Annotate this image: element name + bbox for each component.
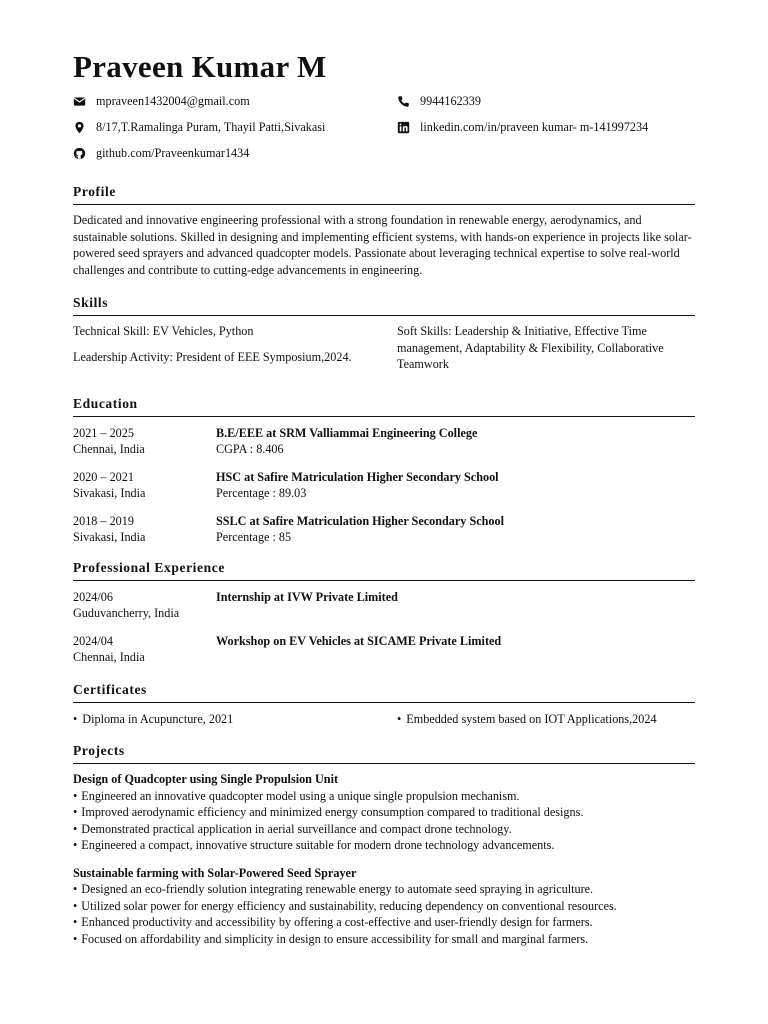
bullet-text: Designed an eco-friendly solution integrating renewable energy to automate seed spraying in agriculture. [81, 882, 594, 896]
bullet: • [73, 711, 78, 726]
section-title-experience: Professional Experience [73, 560, 695, 581]
education-detail: Percentage : 85 [216, 530, 292, 544]
bullet: • [73, 788, 78, 803]
project-title: Sustainable farming with Solar-Powered Seed Sprayer [73, 865, 357, 880]
education-title: B.E/EEE at SRM Valliammai Engineering College [216, 425, 478, 440]
contact-linkedin[interactable] [397, 120, 648, 135]
bullet-text: Engineered an innovative quadcopter model using a unique single propulsion mechanism. [81, 788, 520, 803]
location-pin-icon [73, 121, 86, 134]
education-entry [73, 425, 695, 458]
certificate-text: Embedded system based on IOT Applications,2024 [406, 711, 657, 726]
project-item [73, 865, 695, 948]
skills-grid [73, 323, 695, 382]
bullet-text: Improved aerodynamic efficiency and minimized energy consumption compared to traditional designs. [81, 805, 584, 819]
bullet-text: Demonstrated practical application in aerial surveillance and compact drone technology. [81, 821, 512, 836]
list-item [73, 821, 695, 838]
bullet: • [73, 805, 78, 819]
section-title-profile: Profile [73, 184, 695, 205]
section-title-projects: Projects [73, 743, 695, 764]
github-text: github.com/Praveenkumar1434 [96, 146, 250, 160]
phone-text: 9944162339 [420, 94, 481, 108]
projects-section [73, 743, 695, 947]
project-bullets [73, 881, 695, 947]
education-location: Chennai, India [73, 442, 145, 456]
experience-entry [73, 633, 695, 666]
education-list [73, 417, 695, 546]
profile-text: Dedicated and innovative engineering professional with a strong foundation in renewable energy, aerodynamics, and sustainable solutions. Skilled in designing and implementing efficient systems, with hands-on experience in projects like solar-powered seed sprayers and advanced quadcopter models. Passionate about leveraging technical expertise to solve real-world challenges and contribute to cutting-edge advancements in engineering. [73, 213, 692, 277]
experience-date: 2024/04 [73, 633, 113, 648]
bullet-text: Engineered a compact, innovative structure suitable for modern drone technology advancements. [81, 838, 555, 852]
experience-location: Guduvancherry, India [73, 606, 180, 620]
experience-entry [73, 589, 695, 622]
bullet: • [73, 838, 78, 852]
education-dates: 2018 – 2019 [73, 513, 134, 528]
list-item [73, 788, 695, 805]
project-title: Design of Quadcopter using Single Propulsion Unit [73, 772, 339, 786]
list-item [73, 837, 695, 854]
linkedin-icon [397, 121, 410, 134]
education-title: SSLC at Safire Matriculation Higher Secondary School [216, 513, 504, 528]
candidate-name: Praveen Kumar M [73, 49, 327, 84]
list-item [73, 881, 695, 898]
experience-section [73, 560, 695, 666]
address-text: 8/17,T.Ramalinga Puram, Thayil Patti,Sivakasi [96, 120, 326, 134]
skills-column-left [73, 323, 397, 382]
project-bullets [73, 788, 695, 854]
github-icon [73, 147, 86, 160]
education-detail: Percentage : 89.03 [216, 486, 307, 500]
soft-skills: Soft Skills: Leadership & Initiative, Effective Time management, Adaptability & Flexibility, Collaborative Teamwork [397, 324, 664, 371]
education-location: Sivakasi, India [73, 530, 146, 544]
education-title: HSC at Safire Matriculation Higher Secondary School [216, 469, 499, 484]
list-item [73, 931, 695, 948]
bullet: • [73, 821, 78, 836]
skills-section [73, 295, 695, 382]
experience-title: Workshop on EV Vehicles at SICAME Private Limited [216, 633, 502, 648]
certificate-item [73, 711, 397, 728]
education-detail: CGPA : 8.406 [216, 442, 284, 456]
contact-address [73, 120, 325, 135]
section-title-certificates: Certificates [73, 682, 695, 703]
envelope-icon [73, 95, 86, 108]
bullet-text: Focused on affordability and simplicity in design to ensure accessibility for small and marginal farmers. [81, 931, 589, 946]
certificate-text: Diploma in Acupuncture, 2021 [82, 711, 234, 726]
resume-page [73, 48, 695, 947]
education-dates: 2020 – 2021 [73, 469, 134, 484]
bullet-text: Enhanced productivity and accessibility by offering a cost-effective and user-friendly design for farmers. [81, 915, 593, 929]
bullet: • [73, 915, 78, 929]
education-location: Sivakasi, India [73, 486, 146, 500]
education-entry [73, 469, 695, 502]
profile-section [73, 184, 695, 278]
experience-list [73, 581, 695, 666]
list-item [73, 898, 695, 915]
section-title-skills: Skills [73, 295, 695, 316]
contact-block [73, 94, 695, 174]
bullet-text: Utilized solar power for energy efficiency and sustainability, reducing dependency on conventional resources. [81, 898, 617, 913]
education-dates: 2021 – 2025 [73, 425, 134, 440]
list-item [73, 804, 695, 821]
contact-email[interactable] [73, 94, 250, 109]
phone-icon [397, 95, 410, 108]
email-text: mpraveen1432004@gmail.com [96, 94, 250, 108]
skills-column-right [397, 323, 695, 382]
certificates-section [73, 682, 695, 728]
experience-title: Internship at IVW Private Limited [216, 589, 398, 604]
project-item [73, 771, 695, 854]
contact-phone[interactable] [397, 94, 481, 109]
bullet: • [73, 931, 78, 946]
education-section [73, 396, 695, 546]
leadership-activity: Leadership Activity: President of EEE Symposium,2024. [73, 349, 352, 364]
linkedin-text: linkedin.com/in/praveen kumar- m-141997234 [420, 120, 649, 134]
experience-location: Chennai, India [73, 650, 145, 664]
bullet: • [397, 711, 402, 726]
bullet: • [73, 898, 78, 913]
education-entry [73, 513, 695, 546]
section-title-education: Education [73, 396, 695, 417]
certificates-list [73, 711, 695, 728]
bullet: • [73, 882, 78, 896]
experience-date: 2024/06 [73, 589, 113, 604]
certificate-item [397, 711, 657, 728]
technical-skill: Technical Skill: EV Vehicles, Python [73, 324, 254, 338]
list-item [73, 914, 695, 931]
contact-github[interactable] [73, 146, 249, 161]
